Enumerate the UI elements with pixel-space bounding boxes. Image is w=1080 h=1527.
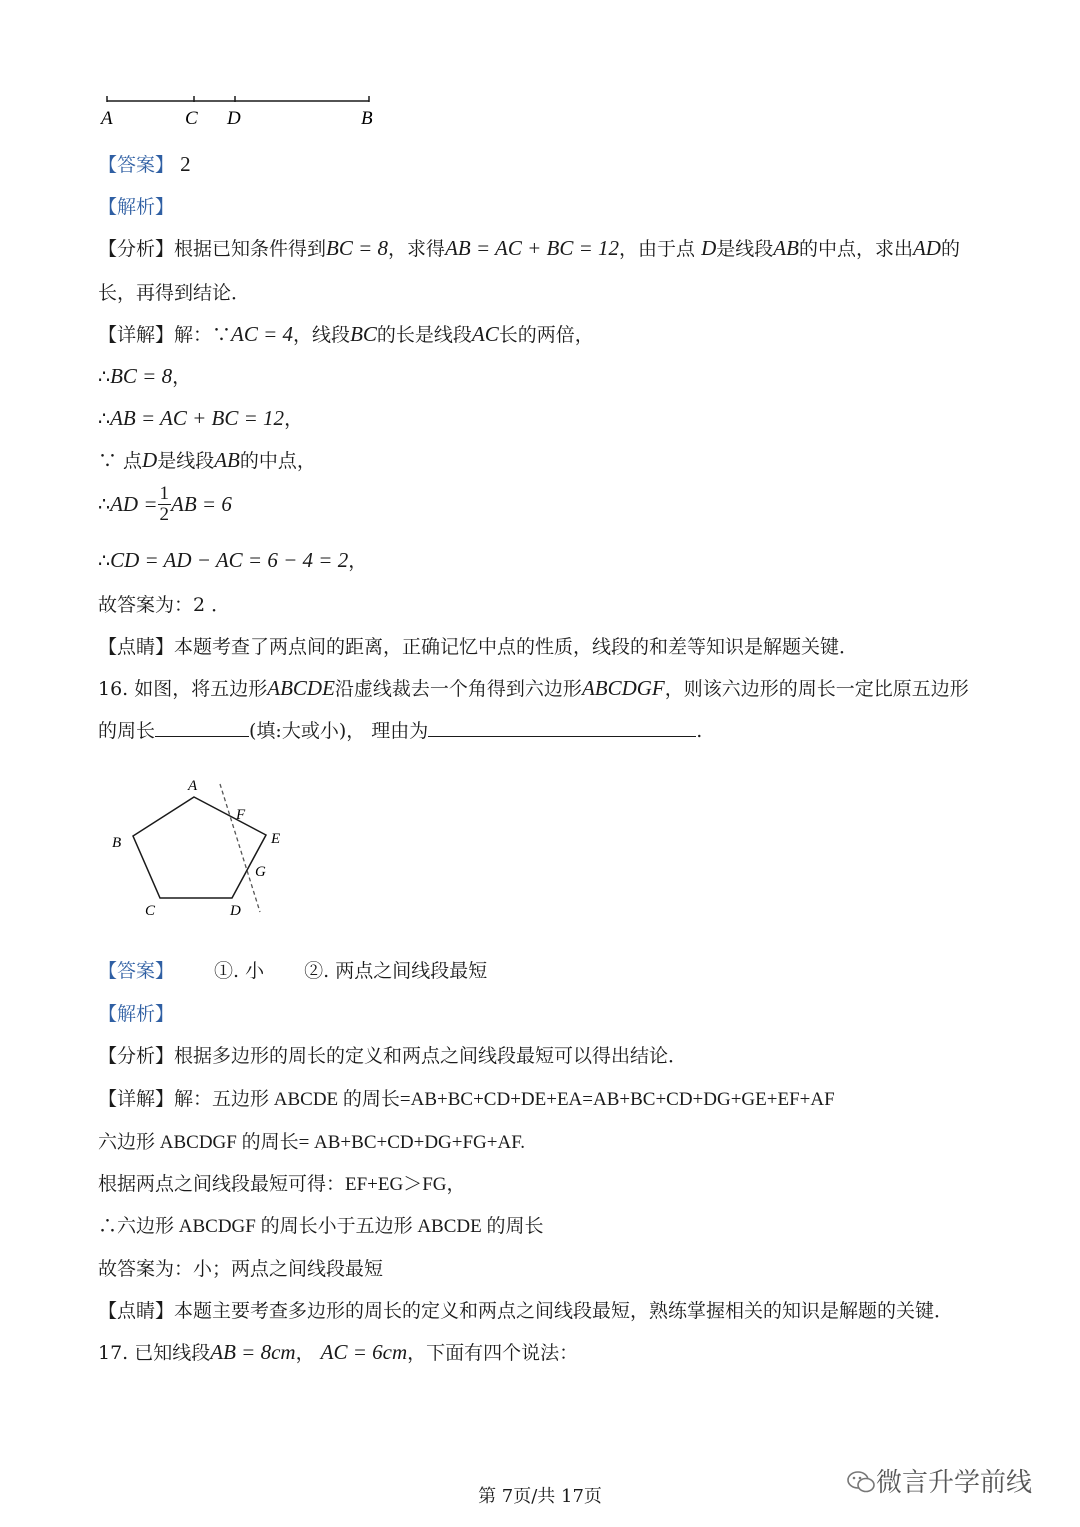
math-ab-6: AB = 6 [171,492,232,516]
math-ac-6cm: AC = 6cm [320,1340,408,1364]
blank-1[interactable] [155,718,249,737]
answer-tag: 【答案】 [98,154,175,176]
fraction-numerator: 1 [159,483,170,504]
wechat-icon [846,1469,876,1495]
label-b: B [112,835,122,851]
pentagon-figure [100,770,300,920]
fenxi-text: 的中点，求出 [798,238,913,260]
stem-text: ，则该六边形的周长一定比原五边形 [664,678,969,700]
segment-figure [96,90,396,132]
label-f: F [236,807,246,823]
q16-dianjing [98,1296,953,1323]
fenxi-text: 的 [940,238,960,260]
answer-part-2: ②. 两点之间线段最短 [304,960,488,982]
q15-fenxi-line1 [98,234,960,261]
answer-tag: 【答案】 [98,960,175,982]
step-text: 解：五边形 ABCDE 的周长=AB+BC+CD+DE+EA=AB+BC+CD+DG+GE+EF+AF [174,1089,835,1110]
q15-analysis-tag: 【解析】 [98,196,175,218]
therefore-symbol: ∴ [98,366,111,388]
fenxi-text: ，求得 [388,238,446,260]
math-d: D [701,236,717,260]
step-text: ，线段 [293,324,351,346]
q16-stem-line1 [98,674,969,701]
q16-step2: 六边形 ABCDGF 的周长= AB+BC+CD+DG+FG+AF. [98,1132,525,1153]
math-ad: AD [912,236,941,260]
q15-xiangjie-line1 [98,320,594,347]
q15-dianjing [98,632,858,659]
xiangjie-tag: 【详解】 [98,324,175,346]
stem-text: ， [295,1342,315,1364]
step-text: 是线段 [157,450,215,472]
cut-dashed-line [220,784,260,912]
math-ac: AC [471,322,499,346]
stem-text: 沿虚线裁去一个角得到六边形 [334,678,582,700]
q15-final: 故答案为：2 ． [98,594,231,616]
q15-step4 [98,446,316,473]
step-text: ， [172,366,192,388]
q16-analysis-tag: 【解析】 [98,1003,175,1025]
fenxi-text: 是线段 [716,238,774,260]
math-ad-eq: AD = [110,492,158,516]
math-d: D [142,448,158,472]
stem-text: . [696,720,703,742]
math-bc-8: BC = 8 [326,236,389,260]
blank-2[interactable] [428,718,696,737]
label-b: B [361,108,373,129]
page-footer: 第 7页/共 17页 [478,1486,602,1507]
stem-text: ，下面有四个说法： [407,1342,579,1364]
therefore-symbol: ∴ [98,408,111,430]
fenxi-tag: 【分析】 [98,1045,175,1067]
math-bc: BC [350,322,377,346]
math-ac-4: AC = 4 [231,322,294,346]
fenxi-text: 根据多边形的周长的定义和两点之间线段最短可以得出结论． [174,1045,688,1067]
q15-fenxi-line2: 长，再得到结论． [98,282,251,304]
step-text: ， [348,550,368,572]
math-cd: CD = AD − AC = 6 − 4 = 2 [110,548,349,572]
step-text: 长的两倍， [498,324,594,346]
step-text: ， [284,408,304,430]
label-d: D [230,903,241,919]
math-bc-8: BC = 8 [110,364,173,388]
math-ab-sum: AB = AC + BC = 12 [445,236,620,260]
math-ab-sum: AB = AC + BC = 12 [110,406,285,430]
label-e: E [271,831,281,847]
fraction-half [158,484,172,525]
q15-step5 [98,484,232,525]
q16-step4: ∴六边形 ABCDGF 的周长小于五边形 ABCDE 的周长 [98,1216,544,1237]
label-a: A [188,778,198,794]
math-ab: AB [214,448,240,472]
label-c: C [145,903,156,919]
stem-text: 的周长 [98,720,156,742]
label-d: D [227,108,241,129]
fenxi-tag: 【分析】 [98,238,175,260]
math-abcde: ABCDE [267,676,335,700]
answer-value: 2 [180,152,191,176]
fenxi-text: ，由于点 [619,238,696,260]
stem-text: 17. 已知线段 [98,1342,211,1364]
q16-fenxi [98,1041,687,1068]
step-text: 的中点， [239,450,316,472]
math-ab: AB [773,236,799,260]
q16-xiangjie-line1 [98,1084,835,1111]
q16-stem-line2 [98,716,702,743]
xiangjie-tag: 【详解】 [98,1088,175,1110]
label-a: A [101,108,113,129]
q15-step3 [98,404,303,431]
fenxi-text: 根据已知条件得到 [174,238,327,260]
fraction-denominator: 2 [159,504,170,525]
q15-step6 [98,546,367,573]
label-c: C [185,108,198,129]
because-text: ∵ 点 [98,450,143,472]
step-text: 解：∵ [174,324,232,346]
pentagon-outline [133,797,266,898]
therefore-symbol: ∴ [98,493,111,516]
stem-text: 16. 如图，将五边形 [98,678,268,700]
math-abcdgf: ABCDGF [581,676,665,700]
watermark [846,1462,1032,1499]
q15-step2 [98,362,191,389]
q15-answer-line [98,150,191,177]
stem-text: (填:大或小)， 理由为 [249,720,429,742]
math-ab-8cm: AB = 8cm [210,1340,296,1364]
answer-part-1: ①. 小 [214,960,265,982]
q16-answer-line [98,956,487,983]
q16-step3: 根据两点之间线段最短可得：EF+EG＞FG， [98,1174,466,1195]
therefore-symbol: ∴ [98,550,111,572]
q16-final: 故答案为：小；两点之间线段最短 [98,1258,384,1280]
label-g: G [255,864,266,880]
q17-stem [98,1338,578,1365]
step-text: 的长是线段 [376,324,472,346]
dianjing-text: 本题主要考查多边形的周长的定义和两点之间线段最短，熟练掌握相关的知识是解题的关键． [174,1300,954,1322]
dianjing-tag: 【点睛】 [98,1300,175,1322]
dianjing-tag: 【点睛】 [98,636,175,658]
dianjing-text: 本题考查了两点间的距离，正确记忆中点的性质，线段的和差等知识是解题关键． [174,636,859,658]
watermark-text: 微言升学前线 [876,1468,1033,1498]
